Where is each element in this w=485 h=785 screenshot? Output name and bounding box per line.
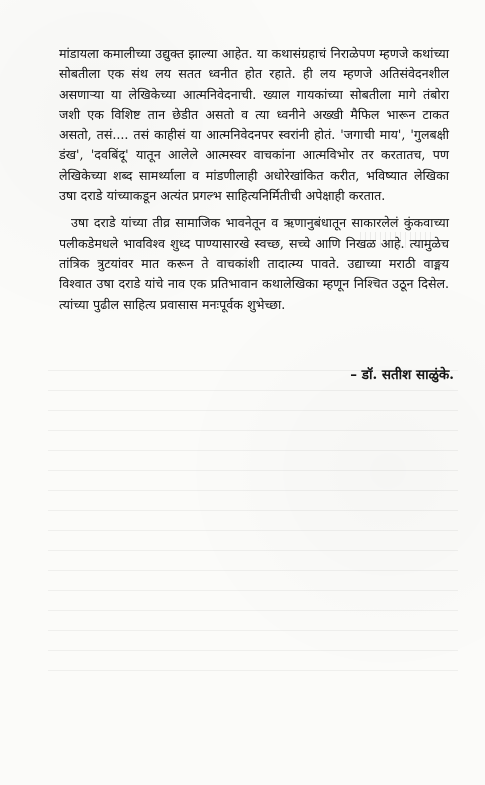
foreword-body: [59, 44, 449, 322]
bleed-through-text: [48, 370, 458, 680]
author-signature: – डॉ. सतीश साळुंके.: [350, 367, 454, 383]
paragraph: उषा दराडे यांच्या तीव्र सामाजिक भावनेतून व ऋणानुबंधातून साकारलेलं कुंकवाच्या पलीकडेमधले भावविश्व शुध्द पाण्यासारखे स्वच्छ, सच्चे आणि निखळ आहे. त्यामुळेच तांत्रिक त्रुटयांवर मात करून ते वाचकांशी तादात्म्य पावते. उद्याच्या मराठी वाङ्मय विश्वात उषा दराडे यांचे नाव एक प्रतिभावान कथालेखिका म्हणून निश्चित उठून दिसेल. त्यांच्या पुढील साहित्य प्रवासास मनःपूर्वक शुभेच्छा.: [59, 215, 449, 312]
paragraph: मांडायला कमालीच्या उद्युक्त झाल्या आहेत. या कथासंग्रहाचं निराळेपण म्हणजे कथांच्या सोबतीला एक संथ लय सतत ध्वनीत होत रहाते. ही लय म्हणजे अतिसंवेदनशील असणाऱ्या या लेखिकेच्या आत्मनिवेदनाची. ख्याल गायकांच्या सोबतीला मागे तंबोरा जशी एक विशिष्ट तान छेडीत असतो व त्या ध्वनीने अख्खी मैफिल भारून टाकत असतो, तसं.... तसं काहीसं या आत्मनिवेदनपर स्वरांनी होतं. 'जगाची माय', 'गुलबक्षी डंख', 'दवबिंदू' यातून आलेले आत्मस्वर वाचकांना आत्मविभोर तर करतातच, पण लेखिकेच्या शब्द सामर्थ्याला व मांडणीलाही अधोरेखांकित करीत, भविष्यात लेखिका उषा दराडे यांच्याकडून अत्यंत प्रगल्भ साहित्यनिर्मितीची अपेक्षाही करतात.: [59, 46, 449, 204]
